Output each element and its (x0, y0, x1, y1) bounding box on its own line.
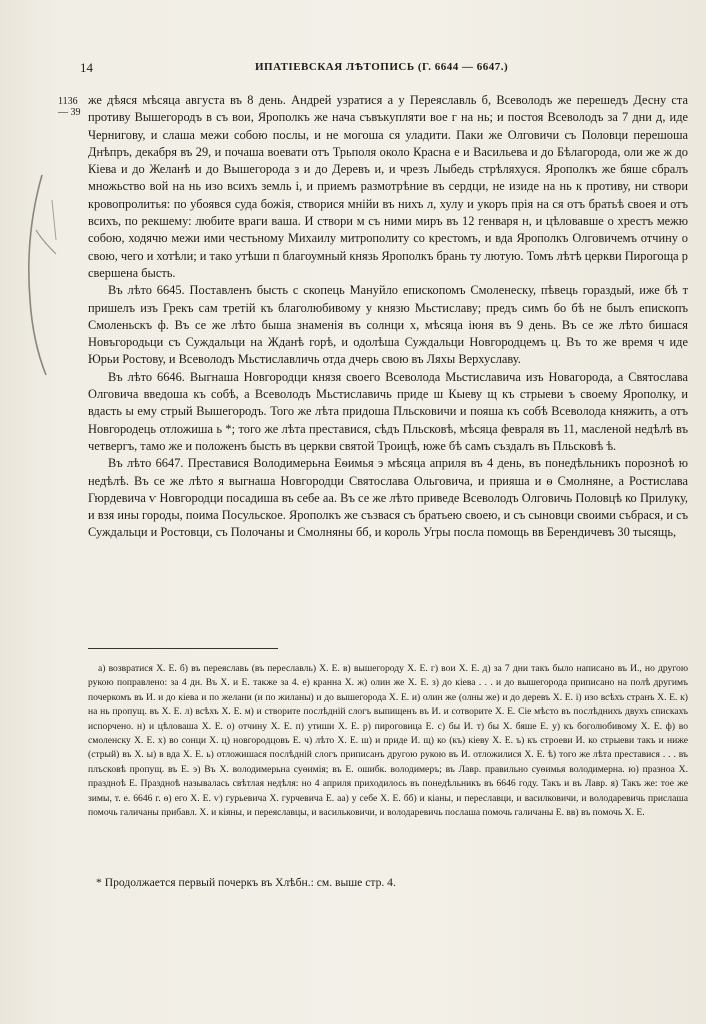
paragraph-4: Въ лѣто 6647. Преставися Володимерьна Еѳимья э мѣсяца априля въ 4 день, въ понедѣльникъ порозноѣ ю недѣлѣ. Въ се же лѣто я выгнаша Новгородци Святослава Ольговича, и прияша и ѳ Смолняне, а Ростислава Гюрдевича ѵ Новгородци посадиша въ себе аа. Въ се же лѣто приведе Всеволодъ Олговичь Половцѣ ко Прилуку, и взя ины городы, поима Посульское. Ярополкъ же съзвася съ братьею своею, и съ сыновци своими събрася, и съ Суждальци и Ростовци, съ Полочаны и Смолняны бб, и король Угры посла помощь вв Берендичевъ 30 тысящь, (88, 456, 688, 540)
footnote-divider (88, 648, 278, 649)
footnote-block: а) возвратися Х. Е. б) въ переяславь (въ переславль) Х. Е. в) вышегороду Х. Е. г) вои Х. Е. д) за 7 дни такъ было написано въ И., но другою рукою поправлено: за 4 дн. Въ Х. и Е. также за 4. е) кранна Х. ж) олин же Х. Е. з) до кіева . . . и до вышегорода приписано на полѣ другимъ почеркомъ въ И. и до кіева и по желани (и по жиланы) и до вышегорода Х. Е. и) олин же (олны же) и до деревъ Х. Е. і) изо всѣхъ странъ Х. Е. к) на нь пропущ. въ Х. Е. л) всѣхъ Х. Е. м) и створите послѣдній слогъ выпищенъ въ И. и сотворите Х. Е. Сіе мѣсто въ послѣднихъ двухъ спискахъ испорчено. н) и цѣловаша Х. Е. о) отчину Х. Е. п) утиши Х. Е. р) пироговица Е. с) бы И. т) бы Х. бяше Е. у) къ боголюбивому Х. Е. ф) во смоленску Х. Е. х) во сонци Х. ц) новгородцовъ Е. ч) лѣто Х. Е. ш) и приде И. щ) ко (къ) кіеву Х. Е. ъ) къ строеви И. ко стрыеви такъ и ниже (стрый) въ Х. ы) в вда Х. Е. ь) отложишася послѣдній слогъ приписанъ другою рукою въ И. отложилися Х. Е. ѣ) того же лѣта преставися . . . въ плъсковѣ пропущ. въ Е. э) Въ Х. володимерьна суѳимія; въ Е. ошибк. володимеръ; въ Лавр. правильно суѳимья володимерна. ю) празноа Х. праздноѣ Е. Праздноѣ называлась свѣтлая недѣля: но 4 априля приходилось въ понедѣльникъ въ 6646 году. Такъ и въ Лавр. я) Такъ же: тое же зимы, т. е. 6646 г. ѳ) его Х. Е. ѵ) гурьевича Х. гурчевича Е. аа) у себе Х. Е. бб) и кіаны, и переславци, и василковичи, и володаревичь прислаша помочь галичаны прибавл. Х. и кіяны, и переяславцы, и васильковичи, и володаревичь послаша помочь галичаны Е. вв) въ помочь Х. Е. (88, 663, 688, 819)
paragraph-2: Въ лѣто 6645. Поставленъ бысть с скопець Мануйло епископомъ Смоленеску, пѣвець гораздый, иже бѣ т пришелъ изъ Грекъ сам третій къ благолюбивому у князю Мьстиславу; предъ симъ бо бѣ не былъ епископъ Смоленьскъ ф. Въ се же лѣто быша знаменія въ солнци х, мѣсяца іюня въ 9 день. Въ се же лѣто бишася Новъгородьци съ Суждальци на Жданѣ горѣ, и одолѣша Суждальци Новгородцемъ ц. Въ то же время ч иде Юрьи Ростову, и Всеволодъ Мьстиславличь отда дчерь свою въ Ляхы Верхуславу. (88, 283, 688, 367)
page-number: 14 (80, 60, 93, 75)
main-text (88, 92, 688, 542)
paragraph-1: же дѣяся мѣсяца августа въ 8 день. Андрей узратися а у Переяславль б, Всеволодъ же перешедъ Десну ста противу Вышегородъ в съ вои, Ярополкъ же нача съвъкупляти вое г на нь; и постоя Всеволодъ за 7 дни д, иде Чернигову, и слаша межи собою послы, и не могоша ся уладити. Паки же Олговичи съ Половци перешоша Днѣпръ, декабря въ 29, и почаша воевати отъ Трьполя около Красна е и Васильева и до Бѣлагорода, оли же ж до Кіева и до Желанѣ и до Вышегорода з и до Деревъ и, и чрезъ Лыбедь стрѣляхуся. Ярополкъ же бяше сбралъ множьство вой на нь изо всихъ земль і, и приемъ размотрѣние въ сердци, не изиде на нь к противу, ни створи кровопролитья: по убоявся суда божія, створися мнійи въ нихъ л, хулу и укоръ прія на ся отъ братьѣ своея и отъ всихъ, по рекшему: любите враги ваша. И створи м съ ними миръ въ 12 генваря н, и цѣловавше о хрестъ межю собою, ходячю межи ими честьному Михаилу митрополиту со крестомъ, и вда Ярополкъ Олговичемъ отчину о свою, чего и хотѣли; и тако утѣши п благоумный князь Ярополкъ брань ту лютую. Томъ лѣтѣ церкви Пирогоща р свершена бысть. (88, 93, 688, 280)
page-header (80, 60, 640, 78)
end-note: * Продолжается первый почеркъ въ Хлѣбн.: см. выше стр. 4. (96, 876, 396, 889)
margin-year-range: 1136 — 39 (58, 96, 81, 118)
pencil-marginal-mark (12, 170, 72, 380)
footnotes (88, 662, 688, 820)
paragraph-3: Въ лѣто 6646. Выгнаша Новгородци князя своего Всеволода Мьстиславича изъ Новагорода, а Святослава Олговича введоша къ собѣ, а Всеволодъ Мьстиславичь приде ш Кыеву щ къ стрыеви ъ своему Ярополку, и вдасть ы ему стрый Вышегородъ. Того же лѣта придоша Пльсковичи и пояша къ собѣ Всеволода княжить, а отъ Новгородець отложиша ь *; того же лѣта преставися, сѣдъ Пльсковѣ, мѣсяца февраля въ 11, масленой недѣлѣ въ четвергъ, тамо же и положенъ бысть въ церкви святой Троицѣ, юже бѣ самъ създалъ въ Пльсковѣ ѣ. (88, 369, 688, 453)
running-title: ИПАТІЕВСКАЯ ЛѢТОПИСЬ (Г. 6644 — 6647.) (255, 61, 509, 73)
